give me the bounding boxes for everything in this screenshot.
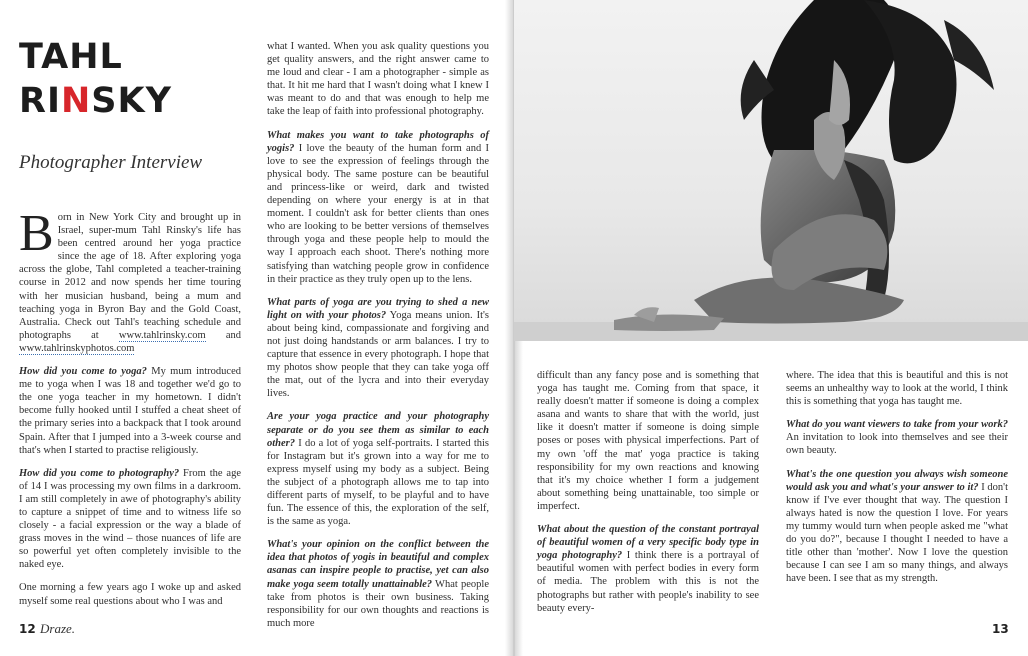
subtitle: Photographer Interview bbox=[19, 152, 203, 173]
question: Are your yoga practice and your photography separate or do you see them as similar to each other? bbox=[267, 411, 489, 449]
question: What's the one question you always wish someone would ask you and what's your answer to it? bbox=[786, 468, 1008, 493]
qa-paragraph: What do you want viewers to take from your work? An invitation to look into themselves and see their own beauty. bbox=[786, 419, 1008, 457]
yoga-photo-illustration bbox=[514, 0, 1028, 341]
yoga-photo bbox=[514, 0, 1028, 341]
title-accent-letter: N bbox=[60, 81, 92, 121]
magazine-brand: Draze. bbox=[40, 621, 76, 636]
drop-cap: B bbox=[19, 205, 54, 262]
title-first-name: TAHL bbox=[19, 37, 123, 77]
qa-paragraph: Are your yoga practice and your photography separate or do you see them as similar to each other? I do a lot of yoga self-portraits. I started this for Instagram but it's grown into a way for me to express myself using my body as a subject. Being the subject of a photograph allows me to tap into different parts of myself, to be playful and to have fun. The essence of this, the exploration of the self, is the same as yoga. bbox=[267, 411, 489, 528]
qa-paragraph: What about the question of the constant portrayal of beautiful women of a very specific body type in yoga photography? I think there is a portrayal of beautiful women with perfect bodies in every form of media. The problem with this is not the photographs but rather with people's inability to see beauty every- bbox=[537, 524, 760, 614]
page-number-left: 12 bbox=[19, 622, 36, 636]
qa-paragraph: How did you come to yoga? My mum introduced me to yoga when I was 18 and together we'd go to the one yoga teacher in my hometown. I didn't become fully hooked until I stuffed a cheat sheet of the primary series into a backpack that I took around Spain. After that I jumped into a 3-week course and that's when I started to practise religiously. bbox=[19, 366, 242, 456]
paragraph: what I wanted. When you ask quality questions you get quality answers, and the right answer came to me loud and clear - I am a photographer - simple as that. It hit me hard that I wasn't doing what I knew I was meant to do and that was enough to help me take the leap of faith into professional photography. bbox=[267, 41, 489, 118]
question: What parts of yoga are you trying to shed a new light on with your photos? bbox=[267, 296, 489, 321]
qa-paragraph: What's the one question you always wish someone would ask you and what's your answer to it? I don't know if I've ever thought that way. The question I always hated is now the question I love. For years my tummy would turn when people asked me "what do you do?", because I thought I needed to have a title other than 'mother'. Now I love the question because I can see I am so many things, and always have been. I see that as my strength. bbox=[786, 468, 1008, 585]
qa-paragraph: What makes you want to take photographs of yogis? I love the beauty of the human form and I love to see the expression of feelings through the physical body. The same posture can be beautiful and princess-like or weird, dark and twisted depending on where your energy is at in that moment. I couldn't ask for better clients than ones who are looking to be better versions of themselves through yoga and these people help to mould the way I approach each shoot. There's nothing more satisfying than watching people grow in confidence in their practice as they truly open up to the lens. bbox=[267, 129, 489, 285]
column-2 bbox=[267, 40, 489, 640]
question: What makes you want to take photographs of yogis? bbox=[267, 129, 489, 154]
column-4 bbox=[786, 369, 1008, 595]
question: How did you come to photography? bbox=[19, 467, 180, 479]
question: What's your opinion on the conflict between the idea that photos of yogis in beautiful and complex asanas can inspire people to practise, yet can also make yoga seem totally unattainable? bbox=[267, 539, 489, 590]
column-3 bbox=[537, 369, 759, 625]
photos-website-link[interactable]: www.tahlrinskyphotos.com bbox=[19, 342, 135, 354]
column-1 bbox=[19, 205, 242, 618]
paragraph: where. The idea that this is beautiful and this is not seems an unhealthy way to look at the world, I think this is something that yoga has taught me. bbox=[786, 370, 1008, 408]
title-last-name: RINSKY bbox=[19, 81, 172, 121]
paragraph: difficult than any fancy pose and is something that yoga has taught me. Coming from that space, it really doesn't matter if someone is doing a complex asana and wants to share that with the world, just like it doesn't matter if someone is doing simple poses or poses with physical imperfections. Part of my own 'off the mat' yoga practice is taking responsibility for my own reactions and knowing that it's my choice whether I form a judgement about something being unattainable, too simple or imperfect. bbox=[537, 370, 759, 512]
question: What do you want viewers to take from your work? bbox=[786, 419, 1008, 431]
question: How did you come to yoga? bbox=[19, 366, 147, 378]
qa-paragraph: What parts of yoga are you trying to shed a new light on with your photos? Yoga means union. It's about being kind, compassionate and forgiving and not just doing handstands or arm balances. I try to capture that essence in every photograph. I hope that my photos show people that they can take yoga off the mat, out of the lycra and into their everyday lives. bbox=[267, 296, 489, 400]
question: What about the question of the constant portrayal of beautiful women of a very specific body type in yoga photography? bbox=[537, 524, 759, 562]
website-link[interactable]: www.tahlrinsky.com bbox=[118, 329, 206, 341]
intro-paragraph: Born in New York City and brought up in Israel, super-mum Tahl Rinsky's life has been centred around her yoga practice since the age of 18. After exploring yoga across the globe, Tahl completed a teacher-training course in 2012 and now spends her time touring with her musician husband, being a mum and teaching yoga in Byron Bay and the Gold Coast, Australia. Check out Tahl's teaching schedule and photographs at www.tahlrinsky.com and www.tahlrinskyphotos.com bbox=[19, 205, 241, 354]
qa-paragraph: How did you come to photography? From the age of 14 I was processing my own films in a darkroom. I am still completely in awe of photography's ability to capture a snippet of time and to witness life so closely - a facial expression or the way a blade of grass moves in the wind – those nuances of life are so powerful yet often completely invisible to the naked eye. bbox=[19, 467, 241, 571]
paragraph: One morning a few years ago I woke up and asked myself some real questions about who I was and bbox=[19, 582, 241, 607]
qa-paragraph: What's your opinion on the conflict between the idea that photos of yogis in beautiful and complex asanas can inspire people to practise, yet can also make yoga seem totally unattainable? What people take from photos is their own business. Taking responsibility for our own thoughts and reactions is much more bbox=[267, 539, 489, 629]
page-number-right: 13 bbox=[992, 622, 1009, 636]
